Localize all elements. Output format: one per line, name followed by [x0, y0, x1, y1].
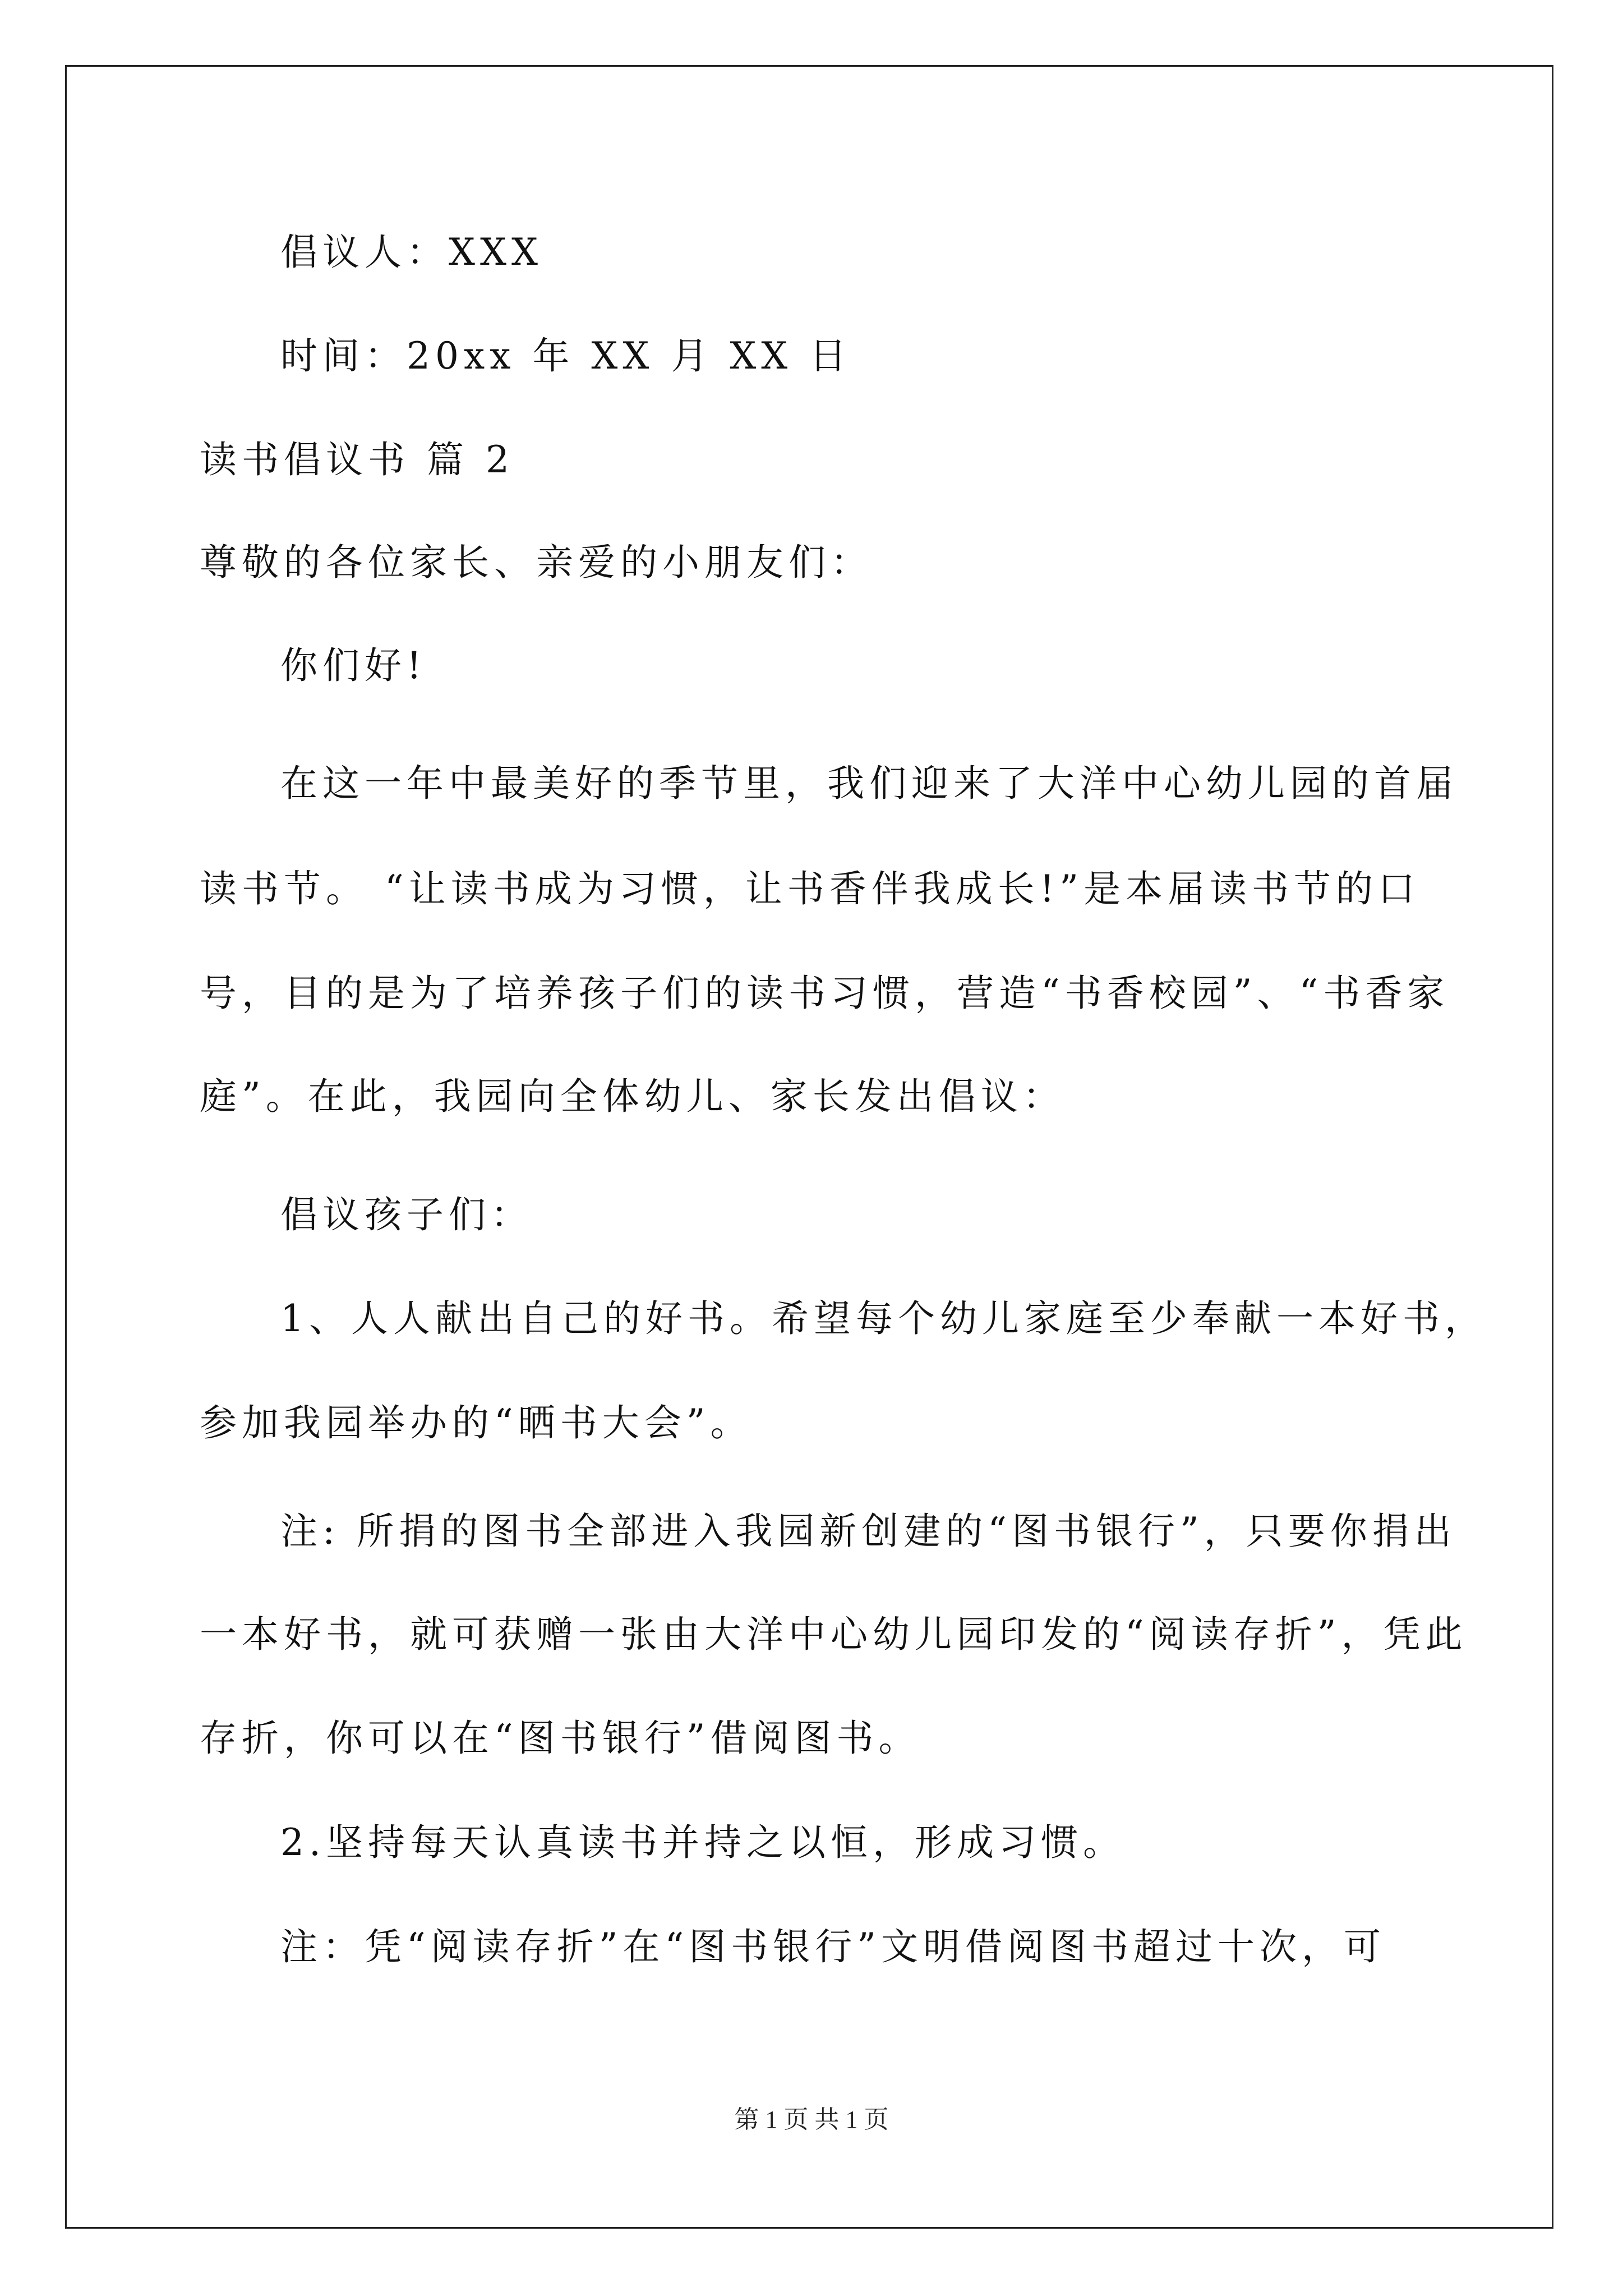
page-number-footer: 第 1 页 共 1 页 — [734, 2106, 889, 2133]
paragraph-line: 参加我园举办的“晒书大会”。 — [200, 1401, 753, 1444]
note-line: 注：凭“阅读存折”在“图书银行”文明借阅图书超过十次，可 — [280, 1925, 1386, 1968]
salutation: 尊敬的各位家长、亲爱的小朋友们： — [200, 541, 873, 584]
section-heading: 读书倡议书 篇 2 — [200, 438, 514, 481]
paragraph-line: 2.坚持每天认真读书并持之以恒，形成习惯。 — [280, 1821, 1125, 1864]
paragraph-line: 1、人人献出自己的好书。希望每个幼儿家庭至少奉献一本好书， — [280, 1297, 1487, 1340]
paragraph-line: 读书节。 “让读书成为习惯，让书香伴我成长!”是本届读书节的口 — [200, 867, 1420, 910]
subheading-line: 倡议孩子们： — [280, 1193, 533, 1236]
page-border — [65, 65, 1553, 2229]
note-line: 一本好书，就可获赠一张由大洋中心幼儿园印发的“阅读存折”，凭此 — [200, 1613, 1468, 1656]
paragraph-line: 在这一年中最美好的季节里，我们迎来了大洋中心幼儿园的首届 — [280, 762, 1458, 805]
greeting: 你们好! — [280, 644, 427, 687]
paragraph-line: 号，目的是为了培养孩子们的读书习惯，营造“书香校园”、“书香家 — [200, 972, 1450, 1015]
note-line: 注: 所捐的图书全部进入我园新创建的“图书银行”，只要你捐出 — [280, 1510, 1456, 1553]
note-line: 存折，你可以在“图书银行”借阅图书。 — [200, 1717, 921, 1760]
paragraph-line: 庭”。在此，我园向全体幼儿、家长发出倡议： — [200, 1075, 1065, 1118]
date-line: 时间：20xx 年 XX 月 XX 日 — [280, 334, 852, 378]
proposer-line: 倡议人：XXX — [280, 231, 543, 274]
